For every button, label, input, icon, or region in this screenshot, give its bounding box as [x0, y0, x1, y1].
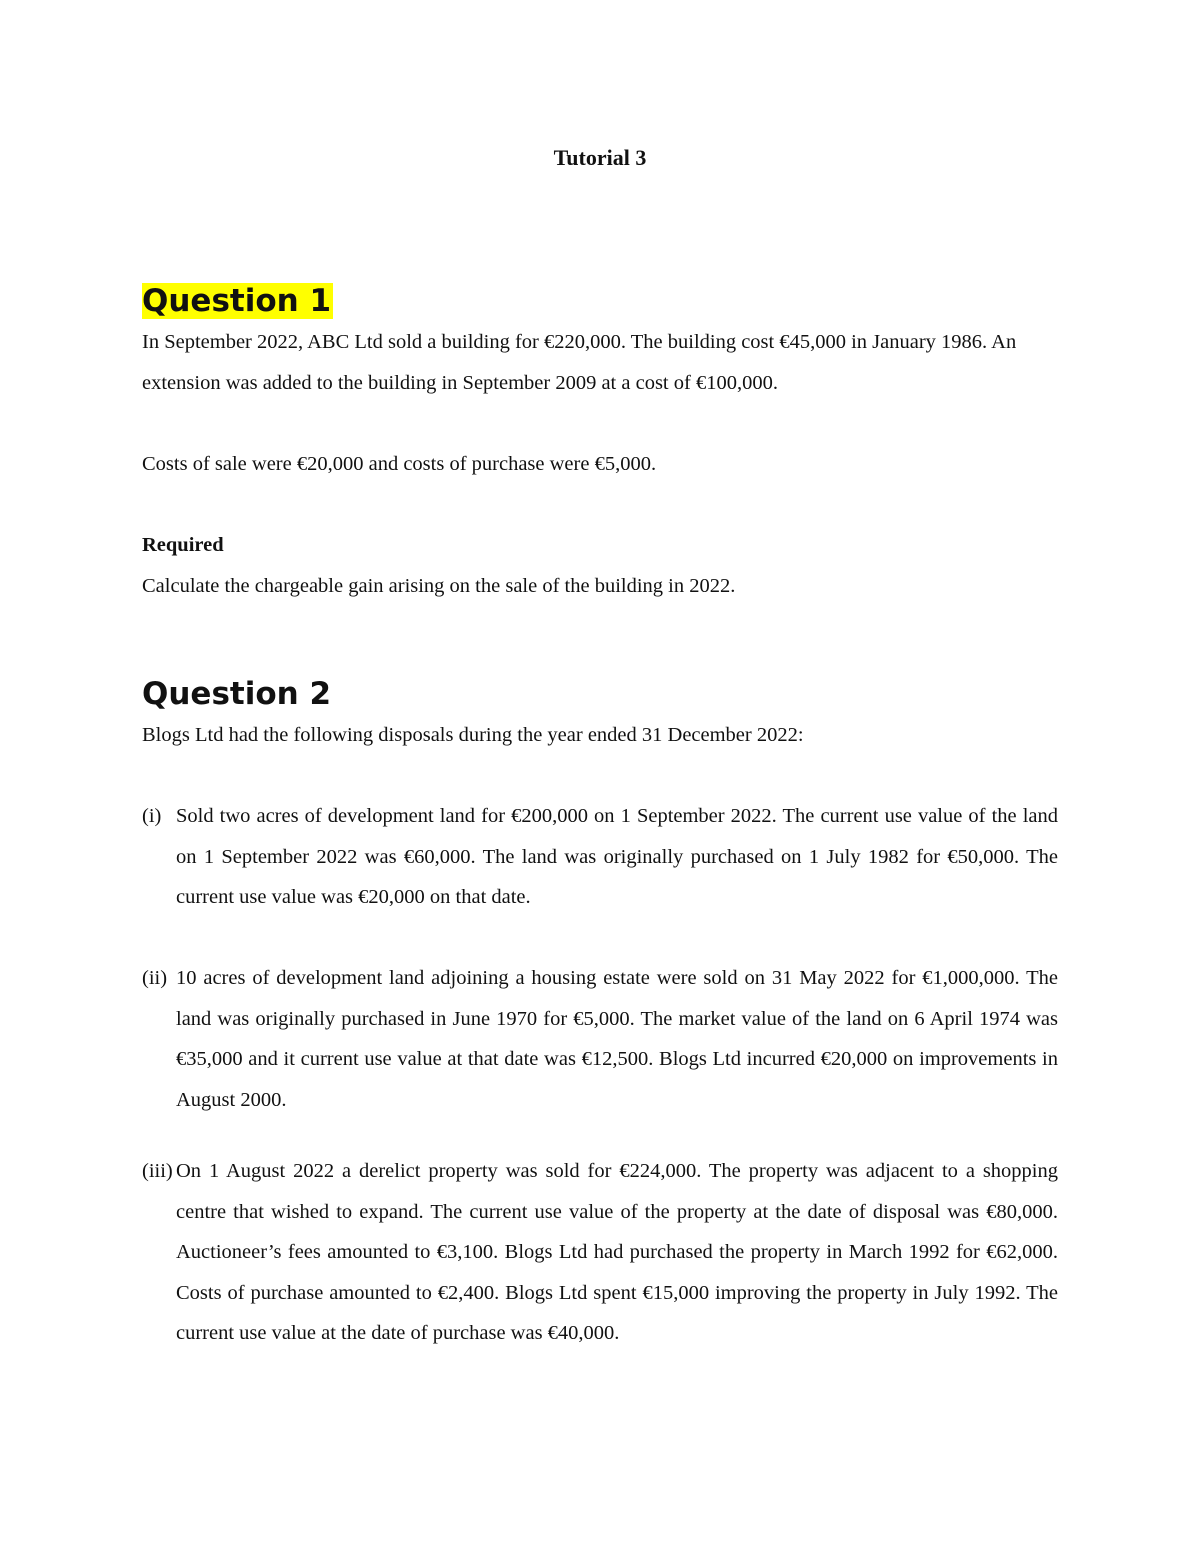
- question-1-paragraph-2: Costs of sale were €20,000 and costs of purchase were €5,000.: [142, 453, 657, 475]
- item-number: (i): [142, 805, 162, 827]
- question-1-heading: [142, 281, 333, 321]
- item-text: Sold two acres of development land for €200,000 on 1 September 2022. The current use value of the land on 1 September 2022 was €60,000. The land was originally purchased on 1 July 1982 for €50,000. The current use value was €20,000 on that date.: [176, 805, 1058, 908]
- question-1-required-label: Required: [142, 534, 224, 556]
- question-2-item-iii: [142, 1151, 1058, 1354]
- question-2-item-i: [142, 796, 1058, 918]
- question-2-intro: Blogs Ltd had the following disposals during the year ended 31 December 2022:: [142, 724, 804, 746]
- question-1-heading-text: Question 1: [142, 283, 332, 319]
- question-2-heading-text: Question 2: [142, 676, 332, 712]
- question-2-heading: [142, 674, 331, 714]
- document-title: Tutorial 3: [553, 145, 647, 170]
- item-number: (iii): [142, 1160, 173, 1182]
- question-2-item-ii: [142, 958, 1058, 1120]
- item-text: On 1 August 2022 a derelict property was sold for €224,000. The property was adjacent to a shopping centre that wished to expand. The current use value of the property at the date of disposal was €80,000. Auctioneer’s fees amounted to €3,100. Blogs Ltd had purchased the property in March 1992 for €62,000. Costs of purchase amounted to €2,400. Blogs Ltd spent €15,000 improving the property in July 1992. The current use value at the date of purchase was €40,000.: [176, 1160, 1058, 1344]
- item-text: 10 acres of development land adjoining a housing estate were sold on 31 May 2022 for €1,000,000. The land was originally purchased in June 1970 for €5,000. The market value of the land on 6 April 1974 was €35,000 and it current use value at that date was €12,500. Blogs Ltd incurred €20,000 on improvements in August 2000.: [176, 967, 1058, 1111]
- question-1-paragraph-1: In September 2022, ABC Ltd sold a building for €220,000. The building cost €45,000 in January 1986. An extension was added to the building in September 2009 at a cost of €100,000.: [142, 331, 1017, 394]
- question-1-required-text: Calculate the chargeable gain arising on the sale of the building in 2022.: [142, 575, 736, 597]
- item-number: (ii): [142, 967, 168, 989]
